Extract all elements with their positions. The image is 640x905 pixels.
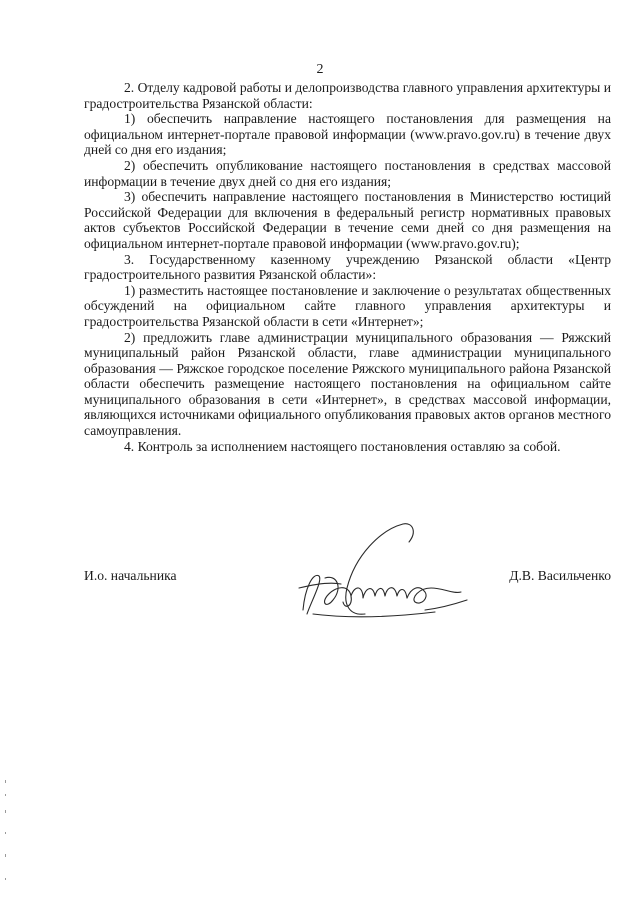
paragraph-2-3: 3) обеспечить направление настоящего постановления в Министерство юстиций Российской Федерации для включения в федеральный регистр нормативных правовых актов субъектов Российской Федерации в течение семи дней со дня размещения на официальном интернет-портале правовой информации (www.pravo.gov.ru); bbox=[84, 189, 611, 251]
paragraph-3-1: 1) разместить настоящее постановление и заключение о результатах общественных обсуждений на официальном сайте главного управления архитектуры и градостроительства Рязанской области в сети «Интернет»; bbox=[84, 282, 611, 329]
paragraph-3: 3. Государственному казенному учреждению Рязанской области «Центр градостроительного развития Рязанской области»: bbox=[84, 251, 611, 283]
paragraph-2-2: 2) обеспечить опубликование настоящего постановления в средствах массовой информации в течение двух дней со дня его издания; bbox=[84, 157, 611, 189]
scan-margin-marks bbox=[4, 780, 8, 890]
document-body bbox=[84, 80, 611, 454]
paragraph-2: 2. Отделу кадровой работы и делопроизводства главного управления архитектуры и градостроительства Рязанской области: bbox=[84, 80, 611, 111]
signature-row bbox=[84, 568, 611, 628]
signatory-name: Д.В. Васильченко bbox=[509, 568, 611, 583]
signatory-title: И.о. начальника bbox=[84, 568, 177, 583]
paragraph-4: 4. Контроль за исполнением настоящего постановления оставляю за собой. bbox=[124, 438, 561, 454]
paragraph-2-1: 1) обеспечить направление настоящего постановления для размещения на официальном интернет-портале правовой информации (www.pravo.gov.ru) в течение двух дней со дня его издания; bbox=[84, 111, 611, 158]
page-number: 2 bbox=[316, 62, 324, 77]
paragraph-3-2: 2) предложить главе администрации муниципального образования — Ряжский муниципальный район Рязанской области, главе администрации муниципального образования — Ряжское городское поселение Ряжского муниципального района Рязанской области обеспечить размещение настоящего постановления на официальном сайте муниципального образования в сети «Интернет», в средствах массовой информации, являющихся источниками официального опубликования правовых актов органов местного самоуправления. bbox=[84, 329, 611, 439]
